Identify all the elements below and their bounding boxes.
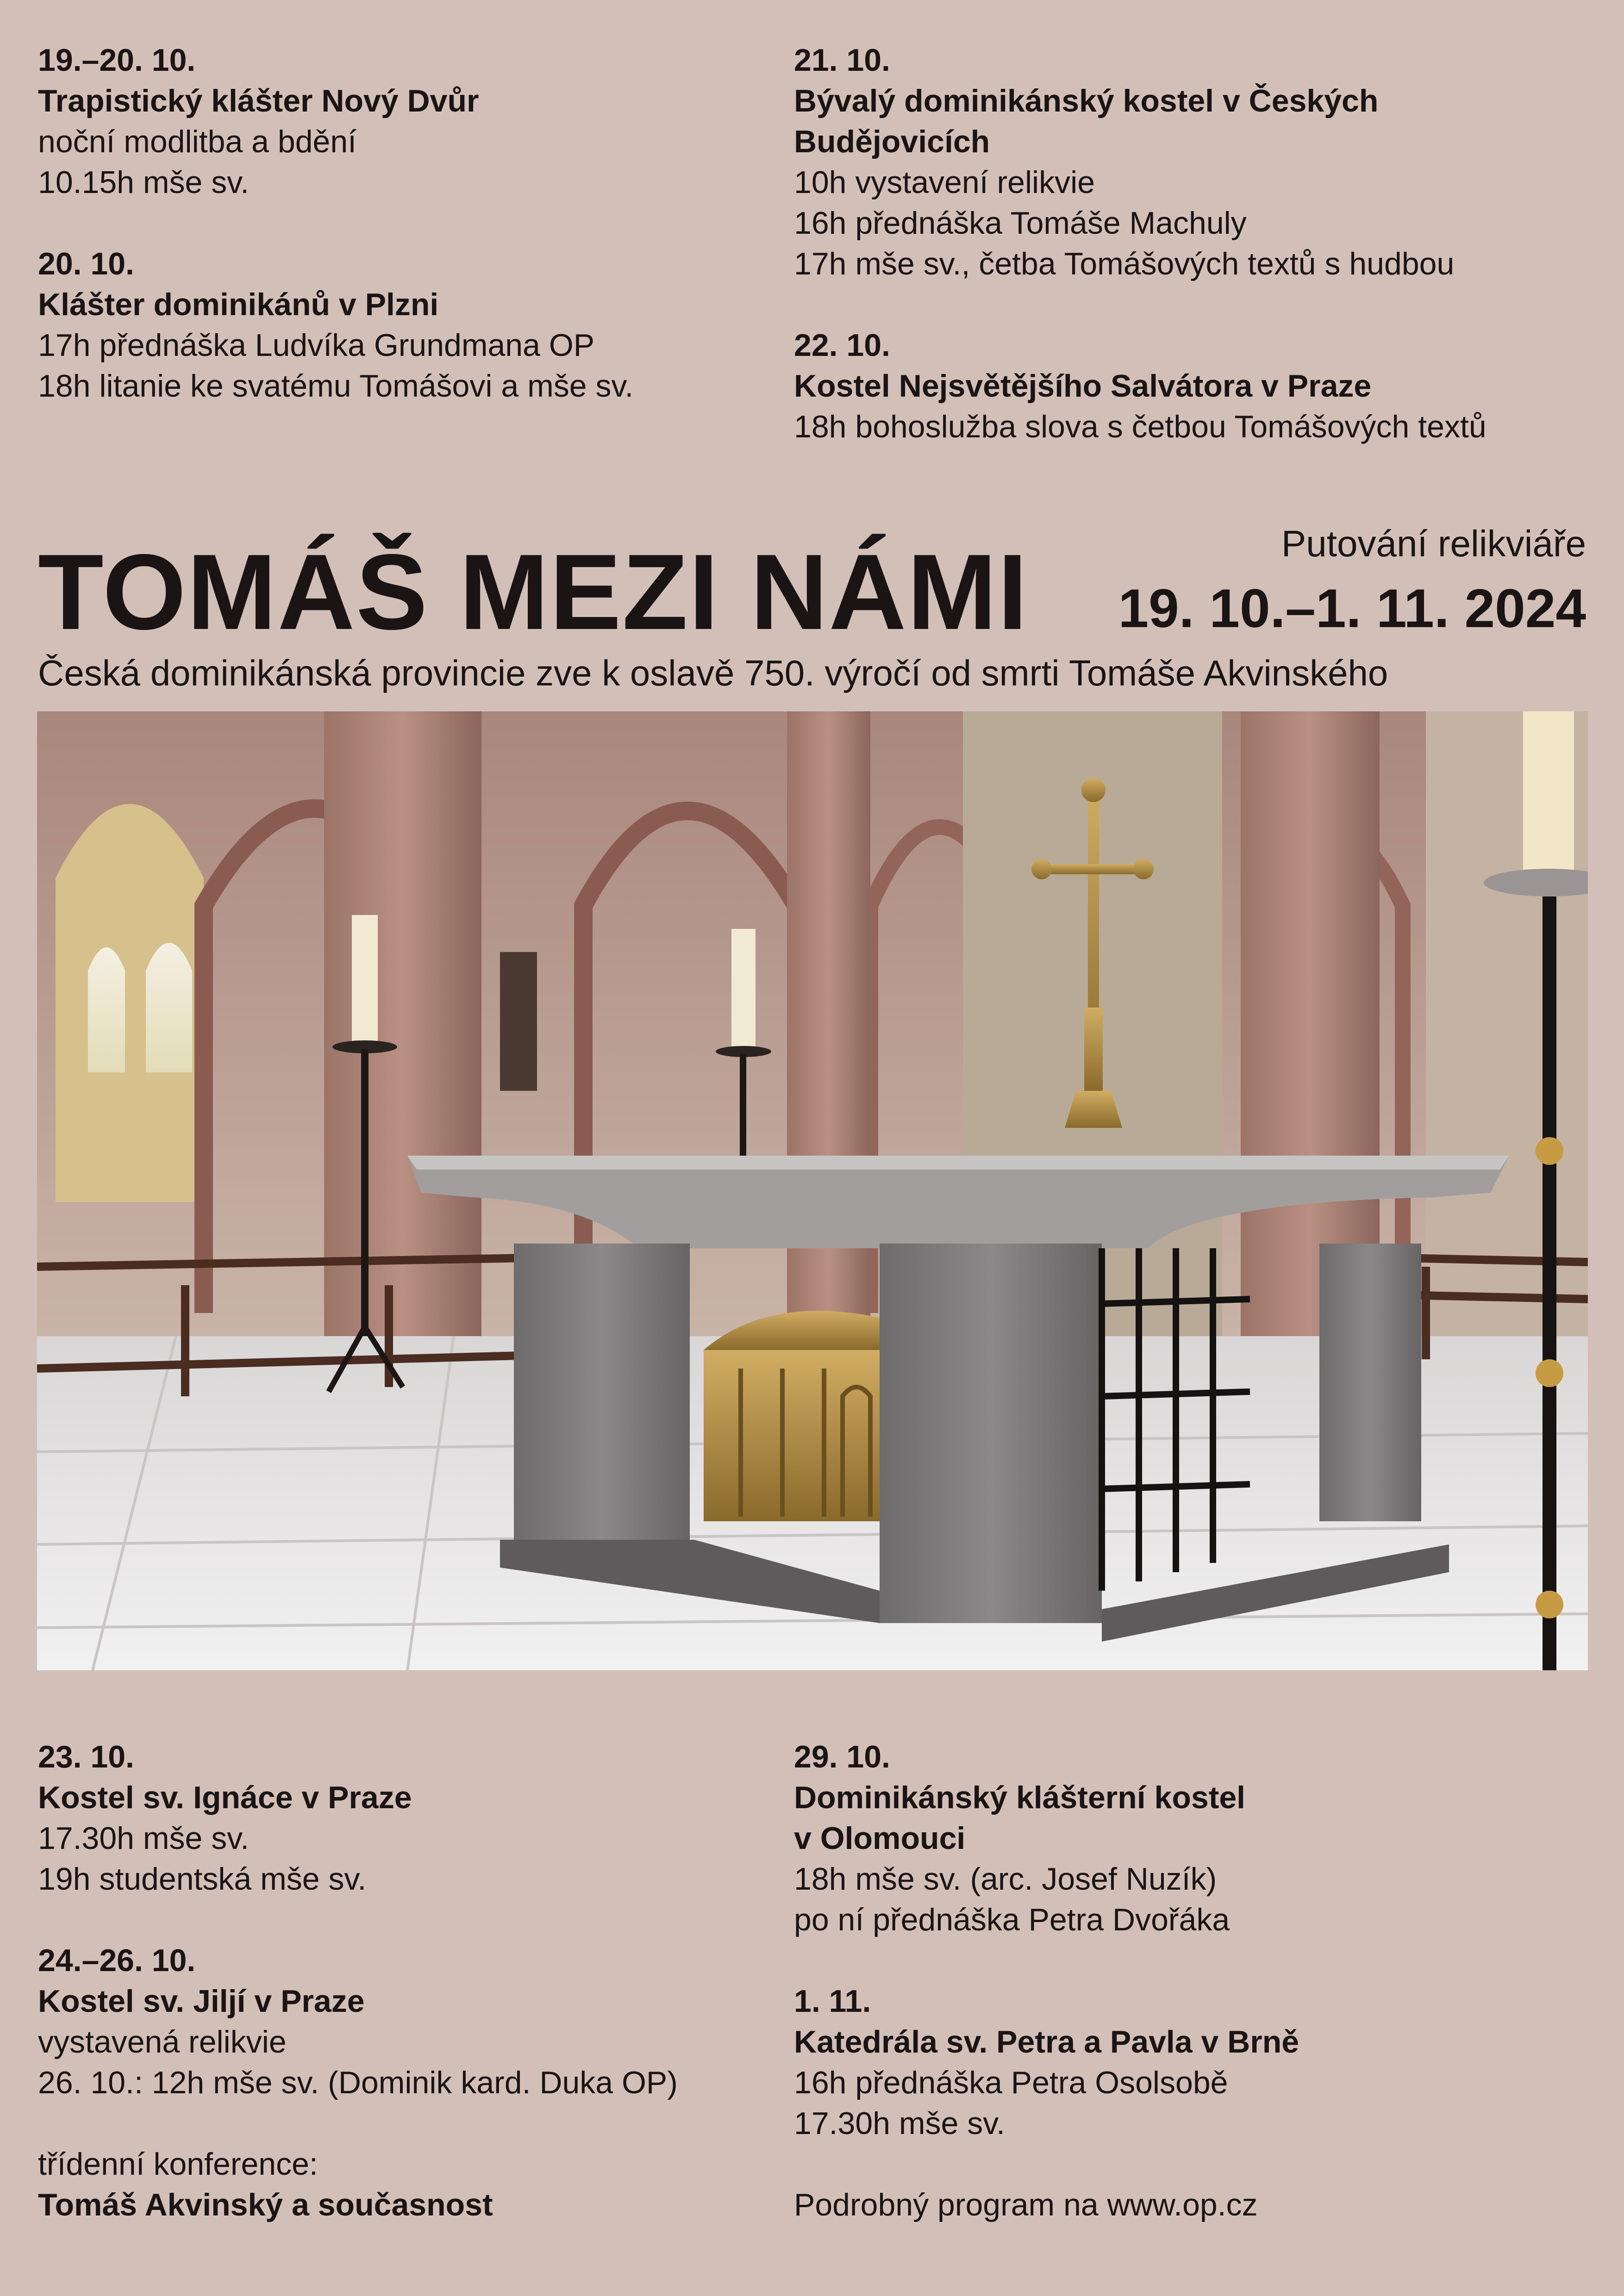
program-link-text[interactable]: Podrobný program na www.op.cz <box>794 2187 1258 2222</box>
event-date: 24.–26. 10. <box>38 1943 196 1978</box>
event-place: Kostel sv. Ignáce v Praze <box>38 1780 412 1815</box>
poster-subtitle: Putování relikviáře <box>1281 523 1586 564</box>
event-place: Trapistický klášter Nový Dvůr <box>38 83 479 118</box>
conference-note <box>38 2144 788 2225</box>
event-detail: 18h litanie ke svatému Tomášovi a mše sv. <box>38 368 634 404</box>
event-place: Katedrála sv. Petra a Pavla v Brně <box>794 2024 1299 2060</box>
event-date: 23. 10. <box>38 1739 134 1774</box>
event-detail: 10h vystavení relikvie <box>794 165 1095 200</box>
event-date: 19.–20. 10. <box>38 43 196 78</box>
event-date: 20. 10. <box>38 246 134 281</box>
event-detail: 26. 10.: 12h mše sv. (Dominik kard. Duka OP) <box>38 2065 678 2100</box>
event-detail: vystavená relikvie <box>38 2024 287 2060</box>
event-place: Kostel Nejsvětějšího Salvátora v Praze <box>794 368 1372 404</box>
event-detail: 17h mše sv., četba Tomášových textů s hudbou <box>794 246 1455 281</box>
event-detail: 17h přednáška Ludvíka Grundmana OP <box>38 328 595 363</box>
event-detail: po ní přednáška Petra Dvořáka <box>794 1902 1230 1937</box>
event-place: Bývalý dominikánský kostel v Českých <box>794 83 1379 118</box>
event-date: 29. 10. <box>794 1739 890 1774</box>
event-salvator-praha <box>794 325 1590 447</box>
event-detail: 17.30h mše sv. <box>794 2106 1006 2141</box>
top-left-column <box>38 40 788 406</box>
event-place: Dominikánský klášterní kostel <box>794 1780 1246 1815</box>
poster-dates: 19. 10.–1. 11. 2024 <box>1118 578 1586 639</box>
event-date: 22. 10. <box>794 328 890 363</box>
event-detail: 17.30h mše sv. <box>38 1821 250 1856</box>
event-place: Kostel sv. Jiljí v Praze <box>38 1984 365 2019</box>
altar-reliquary-photo <box>37 711 1588 1670</box>
event-detail: 16h přednáška Tomáše Machuly <box>794 205 1247 241</box>
program-footer <box>794 2184 1590 2225</box>
event-brno <box>794 1981 1590 2144</box>
poster-title: TOMÁŠ MEZI NÁMI <box>38 532 1029 652</box>
altar-photo-illustration <box>37 711 1588 1670</box>
event-place: Budějovicích <box>794 124 990 159</box>
event-detail: 18h mše sv. (arc. Josef Nuzík) <box>794 1861 1217 1897</box>
conference-title: Tomáš Akvinský a současnost <box>38 2187 493 2222</box>
event-place: Klášter dominikánů v Plzni <box>38 287 439 322</box>
poster-lead: Česká dominikánská provincie zve k oslavě 750. výročí od smrti Tomáše Akvinského <box>38 653 1388 693</box>
event-place: v Olomouci <box>794 1821 966 1856</box>
event-date: 21. 10. <box>794 43 890 78</box>
event-novy-dvur <box>38 40 788 203</box>
event-detail: 19h studentská mše sv. <box>38 1861 367 1897</box>
event-detail: 10.15h mše sv. <box>38 165 250 200</box>
bottom-right-column <box>794 1736 1590 2225</box>
event-ceske-budejovice <box>794 40 1590 284</box>
event-date: 1. 11. <box>794 1984 871 2019</box>
top-right-column <box>794 40 1590 447</box>
event-jilji-praha <box>38 1940 788 2103</box>
event-detail: 18h bohoslužba slova s četbou Tomášových textů <box>794 409 1487 444</box>
event-ignac-praha <box>38 1736 788 1899</box>
bottom-left-column <box>38 1736 788 2225</box>
event-detail: 16h přednáška Petra Osolsobě <box>794 2065 1228 2100</box>
event-olomouc <box>794 1736 1590 1940</box>
event-detail: noční modlitba a bdění <box>38 124 357 159</box>
event-plzen <box>38 243 788 406</box>
conference-label: třídenní konference: <box>38 2147 318 2182</box>
